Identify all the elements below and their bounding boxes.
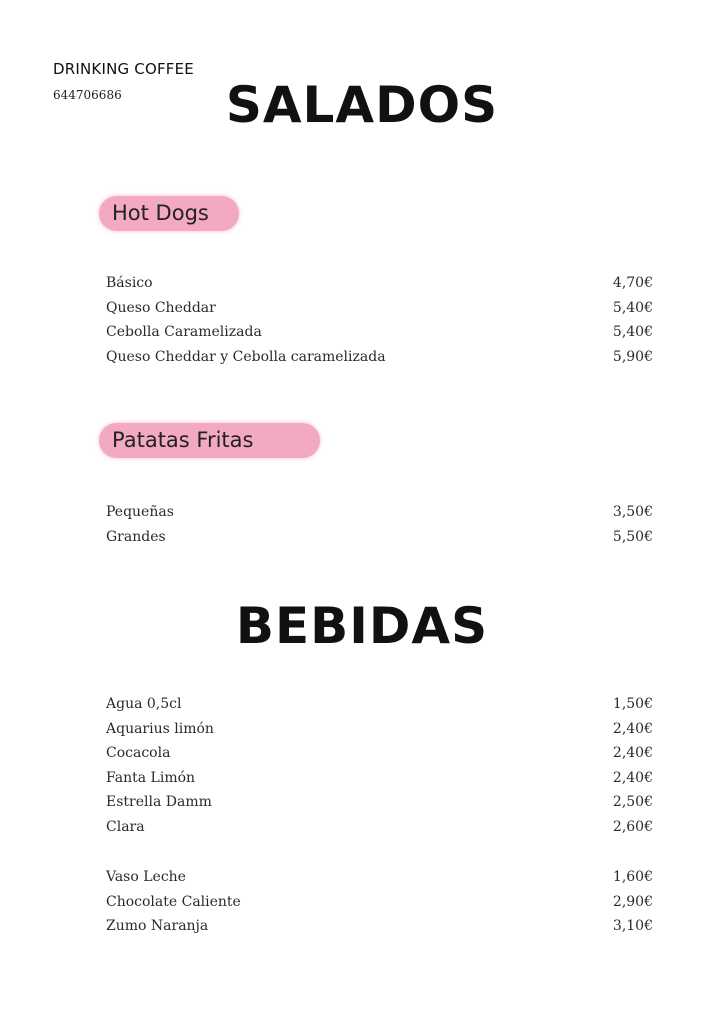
menu-item [106,890,653,915]
menu-item [106,320,653,345]
menu-item-price: 1,60€ [612,869,653,885]
hot-dogs-list [106,271,653,369]
menu-item-price: 5,50€ [612,528,653,545]
menu-item [106,296,653,321]
menu-item [106,741,653,766]
menu-item-price: 2,60€ [612,818,653,835]
menu-item-price: 3,10€ [612,918,653,935]
bebidas-list-soft-drinks [106,692,653,840]
menu-item [106,766,653,791]
menu-item [106,525,653,550]
menu-item-price: 2,40€ [612,720,653,737]
menu-item-name: Cocacola [106,745,171,762]
menu-item-name: Aquarius limón [106,720,214,737]
menu-item [106,692,653,717]
menu-item-name: Zumo Naranja [106,918,209,935]
menu-item-price: 4,70€ [612,275,653,291]
menu-item-name: Pequeñas [106,504,174,520]
menu-item-price: 5,90€ [612,348,653,365]
menu-item-name: Vaso Leche [106,869,186,885]
menu-item-price: 2,40€ [612,745,653,762]
phone-number: 644706686 [53,88,122,102]
menu-item [106,271,653,296]
menu-item-price: 3,50€ [612,504,653,520]
menu-item [106,914,653,939]
patatas-fritas-list [106,500,653,549]
menu-item-name: Queso Cheddar y Cebolla caramelizada [106,348,386,365]
menu-item-price: 5,40€ [612,299,653,316]
menu-item-name: Cebolla Caramelizada [106,324,262,341]
menu-item [106,345,653,370]
menu-item-name: Básico [106,275,153,291]
menu-item-price: 2,50€ [612,794,653,811]
menu-item-price: 2,90€ [612,893,653,910]
menu-item-name: Clara [106,818,145,835]
menu-item [106,815,653,840]
menu-item-name: Chocolate Caliente [106,893,241,910]
menu-item [106,717,653,742]
menu-item-name: Grandes [106,528,166,545]
menu-item [106,500,653,525]
menu-item [106,790,653,815]
menu-item [106,865,653,890]
category-label-patatas-fritas: Patatas Fritas [99,423,320,458]
bebidas-list-hot-drinks [106,865,653,939]
section-title-salados: SALADOS [225,76,499,134]
category-label-hot-dogs: Hot Dogs [99,196,239,231]
menu-item-name: Fanta Limón [106,769,196,786]
menu-item-price: 1,50€ [612,696,653,712]
section-title-bebidas: BEBIDAS [235,597,489,655]
menu-item-name: Agua 0,5cl [106,696,182,712]
menu-item-price: 5,40€ [612,324,653,341]
menu-item-name: Estrella Damm [106,794,212,811]
menu-item-name: Queso Cheddar [106,299,216,316]
menu-item-price: 2,40€ [612,769,653,786]
brand-name: DRINKING COFFEE [53,60,194,78]
